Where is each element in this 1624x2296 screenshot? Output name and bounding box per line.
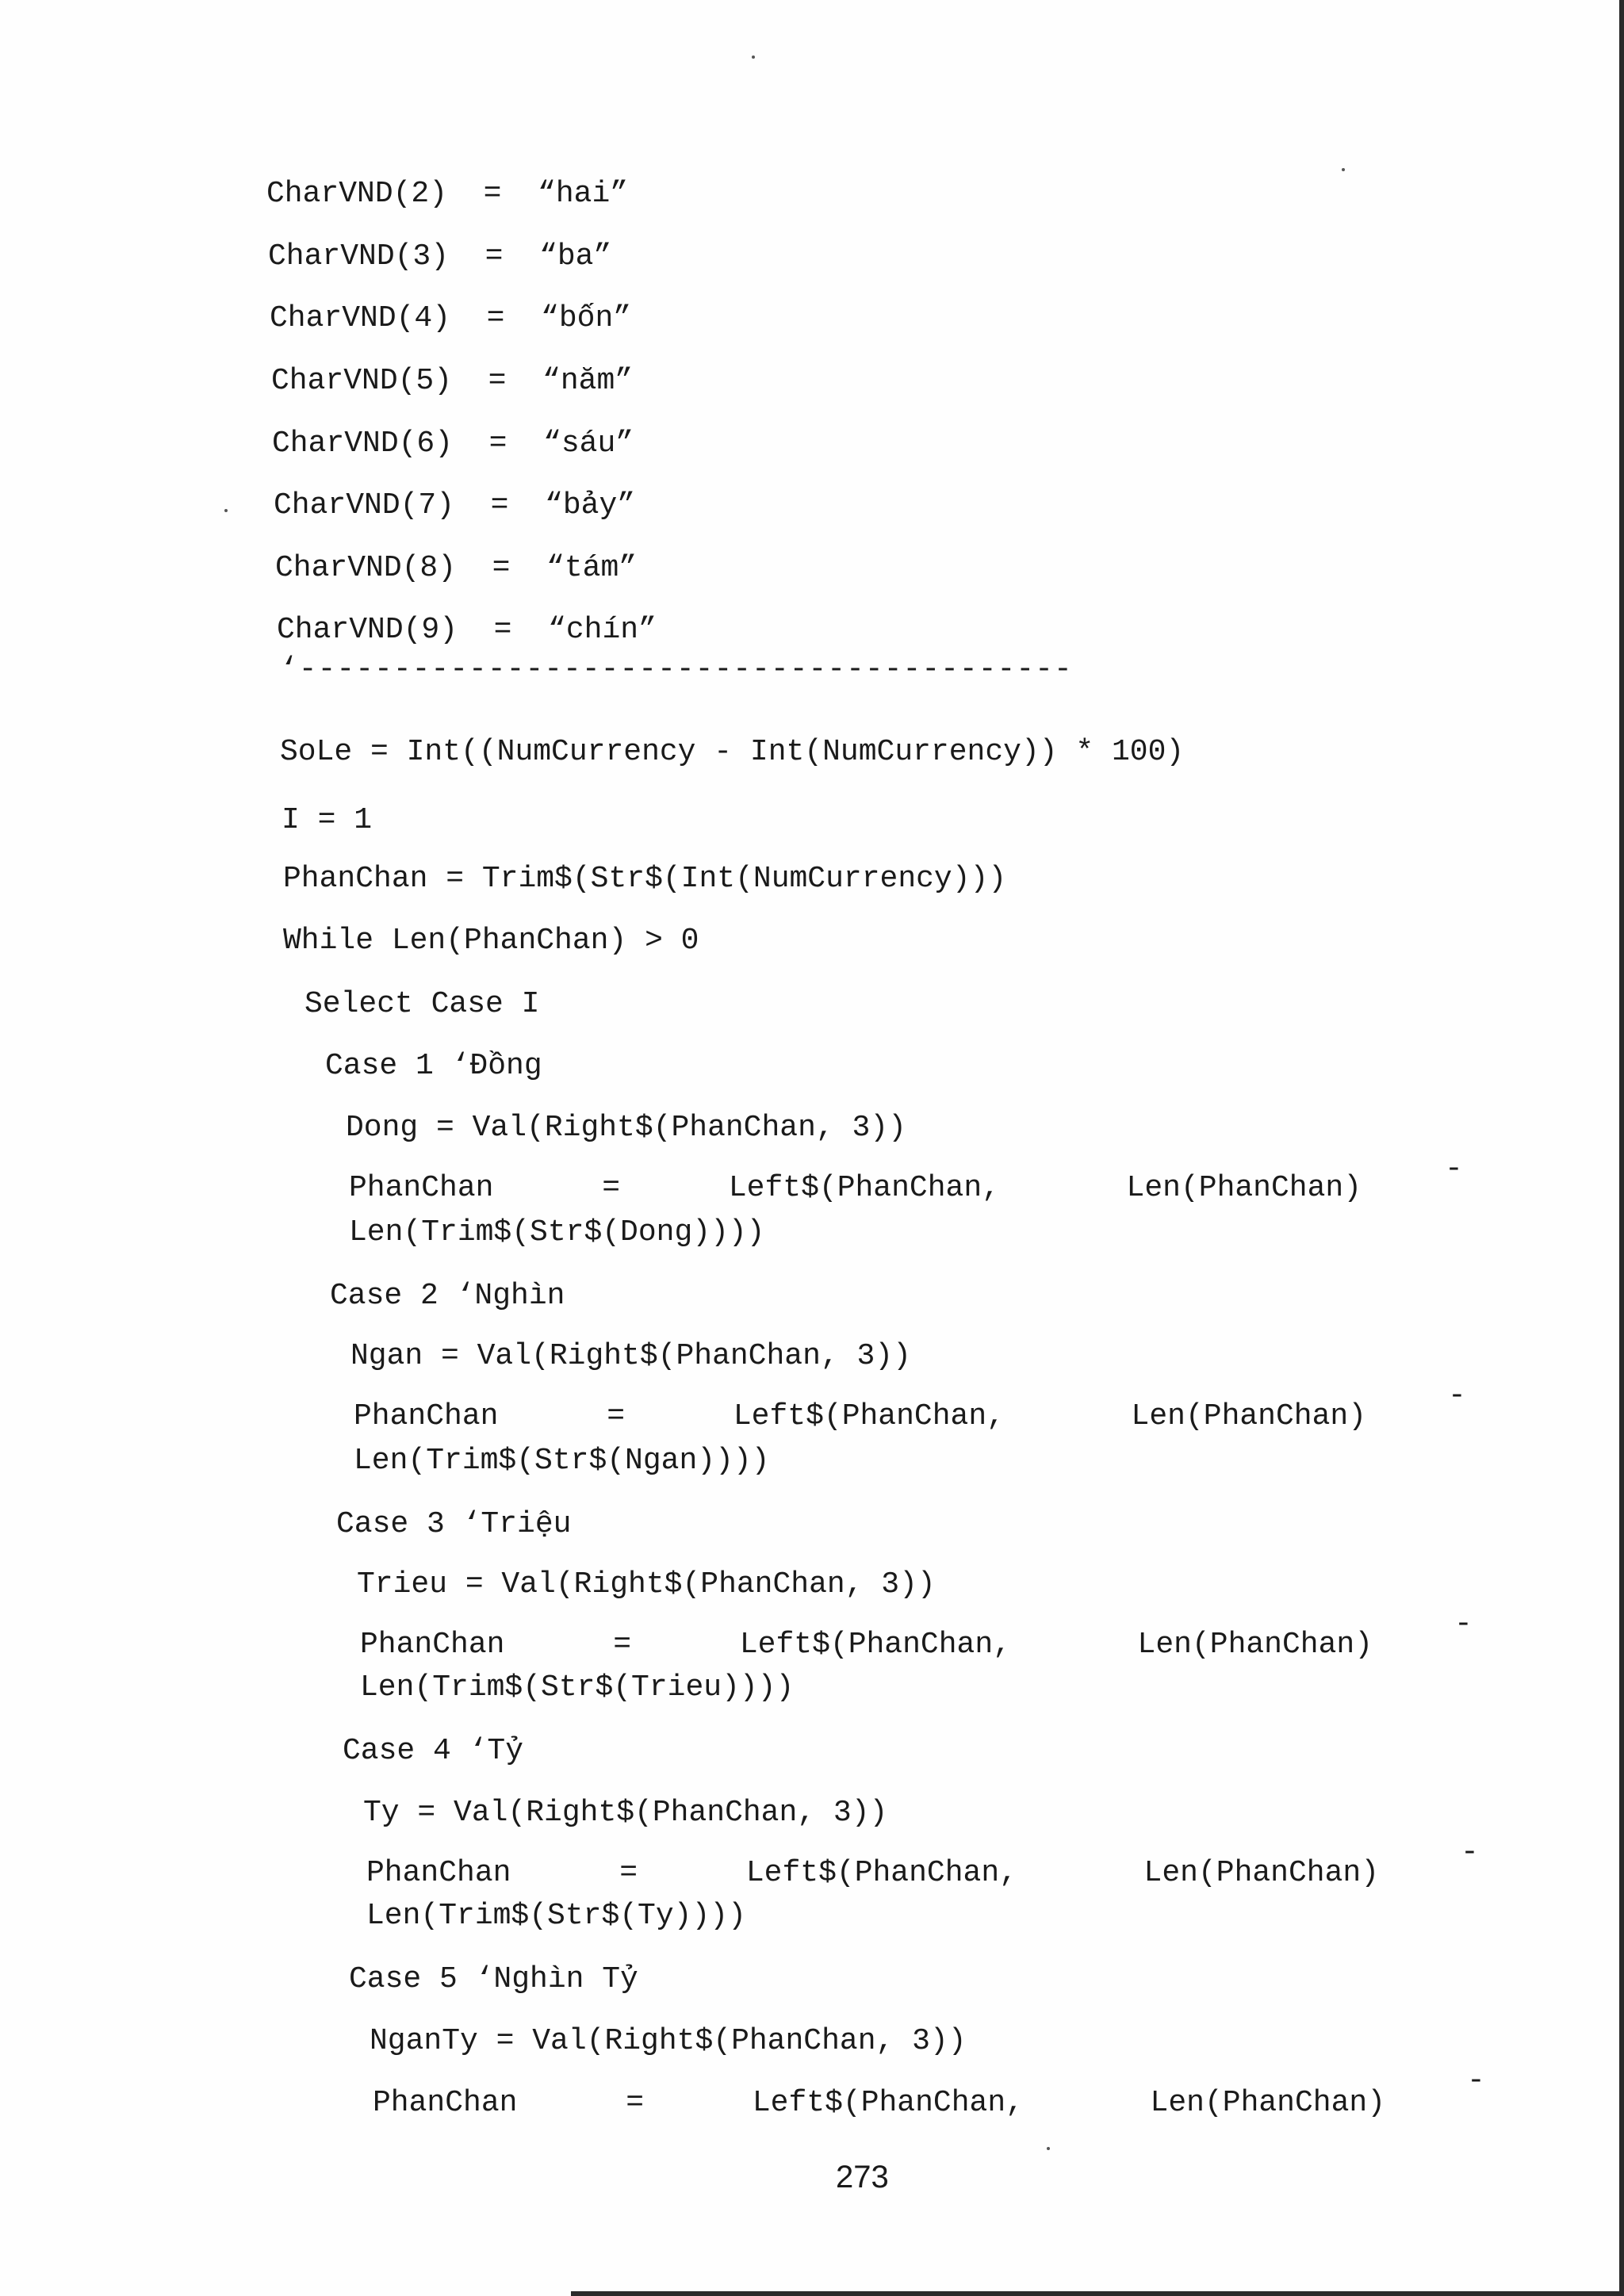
- scan-speck: [224, 509, 228, 512]
- code-line: PhanChan = Left$(PhanChan, Len(PhanChan): [373, 2086, 1386, 2120]
- code-line: Len(Trim$(Str$(Ngan)))): [354, 1444, 770, 1478]
- code-line: CharVND(4) = “bốn”: [270, 301, 632, 335]
- code-line: CharVND(2) = “hai”: [266, 177, 629, 211]
- code-line: PhanChan = Left$(PhanChan, Len(PhanChan): [366, 1856, 1380, 1890]
- code-line: NganTy = Val(Right$(PhanChan, 3)): [370, 2024, 967, 2058]
- code-line: Dong = Val(Right$(PhanChan, 3)): [346, 1111, 906, 1145]
- code-line: Case 1 ‘Đồng: [325, 1049, 542, 1083]
- page-number: 273: [836, 2160, 889, 2195]
- code-line: CharVND(9) = “chín”: [277, 613, 657, 647]
- code-line: PhanChan = Left$(PhanChan, Len(PhanChan): [349, 1171, 1362, 1205]
- code-line: Trieu = Val(Right$(PhanChan, 3)): [357, 1567, 936, 1601]
- code-line: SoLe = Int((NumCurrency - Int(NumCurrency)) * 100): [280, 735, 1185, 769]
- code-line: CharVND(8) = “tám”: [275, 551, 638, 585]
- code-line: PhanChan = Trim$(Str$(Int(NumCurrency))): [283, 862, 1007, 896]
- code-line: PhanChan = Left$(PhanChan, Len(PhanChan): [354, 1399, 1367, 1433]
- line-continuation-mark: -: [1461, 1835, 1479, 1869]
- scan-edge-bottom: [571, 2291, 1624, 2296]
- code-line: Case 3 ‘Triệu: [336, 1507, 572, 1541]
- line-continuation-mark: -: [1445, 1152, 1463, 1186]
- code-line: CharVND(7) = “bảy”: [274, 488, 636, 522]
- code-line: Len(Trim$(Str$(Trieu)))): [360, 1670, 795, 1705]
- code-line: Case 2 ‘Nghìn: [330, 1279, 565, 1313]
- code-line: Ty = Val(Right$(PhanChan, 3)): [363, 1796, 888, 1830]
- code-line: Select Case I: [304, 987, 540, 1021]
- code-line: CharVND(5) = “năm”: [271, 364, 634, 398]
- code-line: Case 4 ‘Tỷ: [343, 1734, 524, 1768]
- comment-separator: ‘-----------------------------------------: [280, 652, 1073, 687]
- code-line: I = 1: [282, 803, 373, 837]
- code-line: Len(Trim$(Str$(Ty)))): [366, 1899, 746, 1933]
- code-line: Ngan = Val(Right$(PhanChan, 3)): [350, 1339, 911, 1373]
- code-line: While Len(PhanChan) > 0: [283, 924, 699, 958]
- scan-speck: [1047, 2147, 1050, 2150]
- scan-speck: [1342, 168, 1345, 171]
- line-continuation-mark: -: [1454, 1607, 1473, 1641]
- scan-speck: [752, 55, 755, 59]
- scan-edge-right: [1619, 0, 1624, 2296]
- line-continuation-mark: -: [1448, 1379, 1466, 1413]
- line-continuation-mark: -: [1467, 2064, 1485, 2098]
- code-line: CharVND(3) = “ba”: [268, 239, 612, 274]
- code-line: CharVND(6) = “sáu”: [272, 427, 634, 461]
- code-line: Len(Trim$(Str$(Dong)))): [349, 1215, 765, 1249]
- code-line: Case 5 ‘Nghìn Tỷ: [349, 1962, 638, 1996]
- code-line: PhanChan = Left$(PhanChan, Len(PhanChan): [360, 1628, 1373, 1662]
